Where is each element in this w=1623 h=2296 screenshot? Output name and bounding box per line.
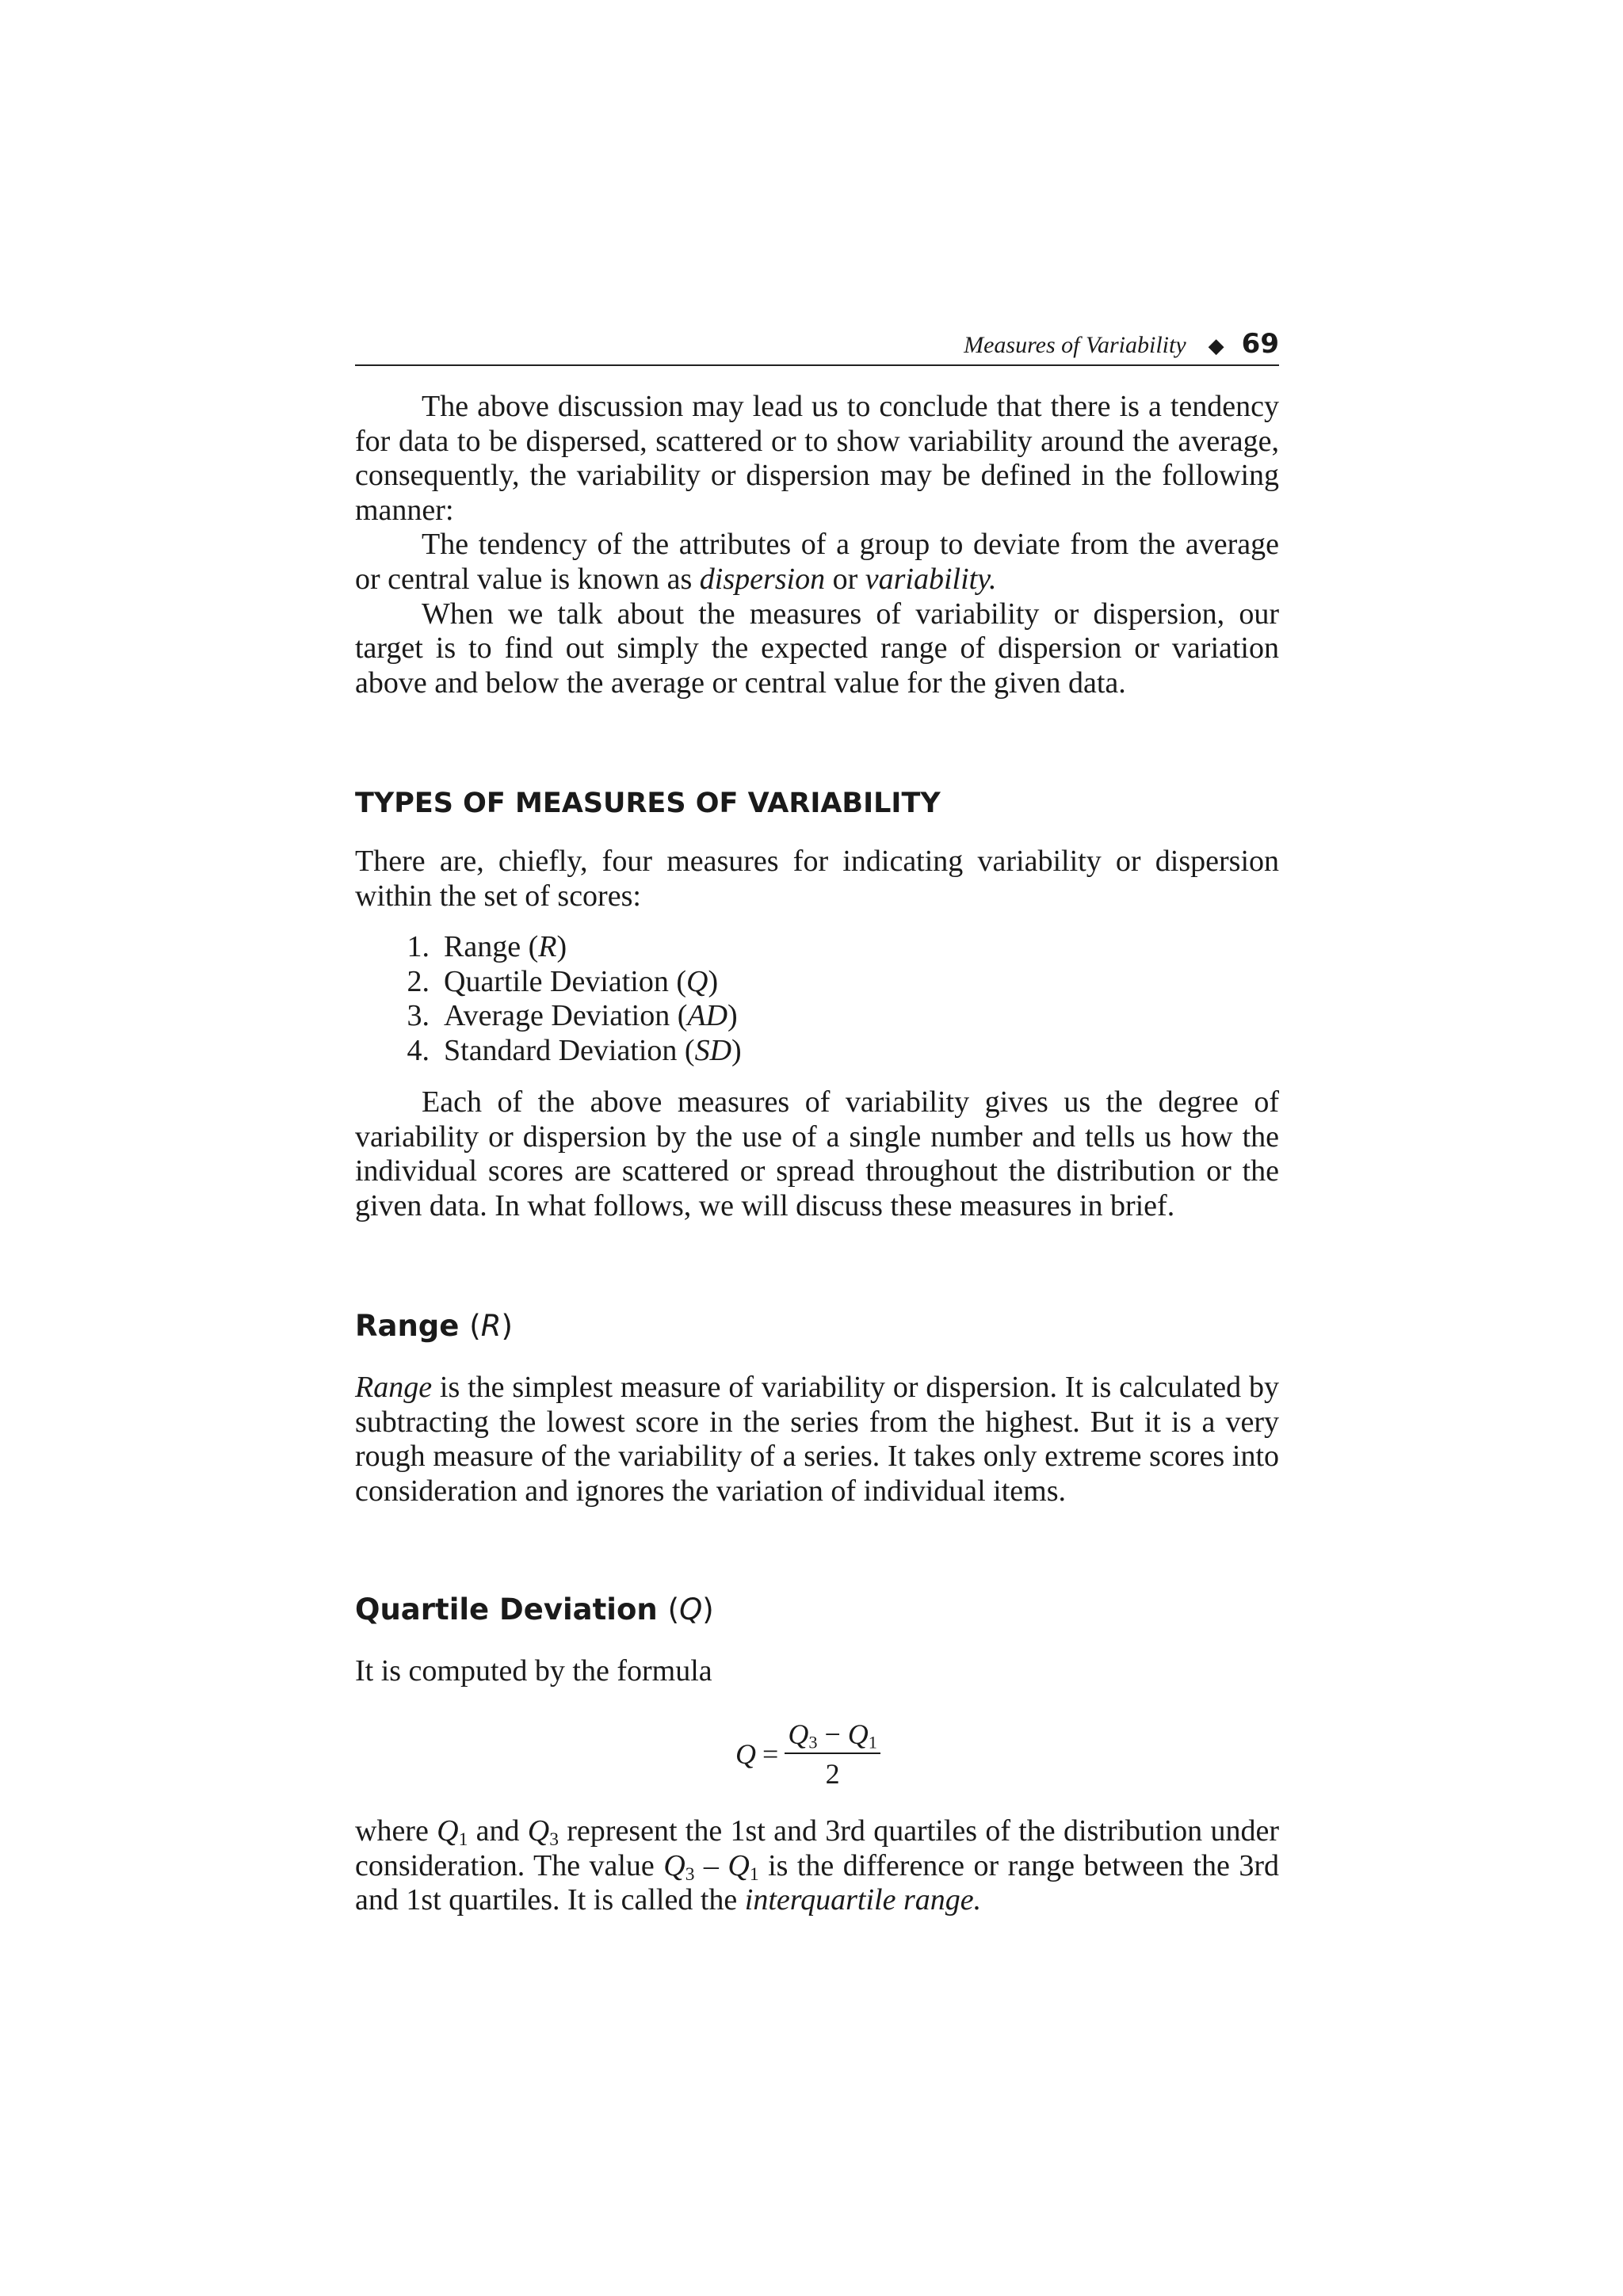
list-item: 4. Standard Deviation ( SD ) xyxy=(407,1033,742,1067)
running-header-content xyxy=(964,328,1279,360)
types-after-paragraph: Each of the above measures of variability gives us the degree of variability or dispersion by the use of a single number and tells us how the individual scores are scattered or spread throughout the distribution or the given data. In what follows, we will discuss these measures in brief. xyxy=(355,1085,1279,1222)
quartile-formula: Q = $\frac{Q_3 - Q_1}{2}$ xyxy=(735,1718,880,1791)
types-intro xyxy=(355,845,1279,913)
quartile-explanation xyxy=(355,1814,1279,1918)
list-item: 3. Average Deviation ( AD ) xyxy=(407,999,738,1033)
quartile-intro-paragraph: It is computed by the formula xyxy=(355,1654,712,1688)
list-item: 1. Range ( R ) xyxy=(407,930,567,963)
term-dispersion: dispersion xyxy=(699,562,826,596)
running-header xyxy=(355,326,1279,366)
section-heading-types: TYPES OF MEASURES OF VARIABILITY xyxy=(355,788,941,819)
running-title: Measures of Variability xyxy=(964,332,1186,358)
section-heading-quartile: Quartile Deviation (Q) xyxy=(355,1592,714,1627)
range-text xyxy=(355,1371,1279,1508)
list-item: 2. Quartile Deviation ( Q ) xyxy=(407,964,719,998)
section-heading-range: Range (R) xyxy=(355,1309,513,1343)
formula-fraction xyxy=(785,1718,880,1791)
quartile-explanation-paragraph: where $Q_1$ and $Q_3$ represent the 1st and 3rd quartiles of the distribution under consideration. The value $Q_3 - Q_1$ is the difference or range between the 3rd and 1st quartiles. It is called the interquartile range. xyxy=(355,1814,1279,1917)
types-after-text xyxy=(355,1085,1279,1223)
intro-paragraph-1: The above discussion may lead us to conclude that there is a tendency for data to be dispersed, scattered or to show variability around the average, consequently, the variability or dispersion may be defined in the following manner: xyxy=(355,390,1279,527)
formula-numerator: $Q_3 - Q_1$ xyxy=(785,1718,880,1754)
intro-text xyxy=(355,390,1279,700)
types-intro-paragraph: There are, chiefly, four measures for indicating variability or dispersion within the set of scores: xyxy=(355,845,1279,913)
quartile-intro xyxy=(355,1654,1279,1689)
term-range: Range xyxy=(355,1371,433,1404)
page-number: 69 xyxy=(1241,328,1279,360)
formula-denominator: 2 xyxy=(825,1758,840,1790)
diamond-icon: ◆ xyxy=(1208,334,1224,358)
term-interquartile-range: interquartile range. xyxy=(744,1883,982,1917)
intro-paragraph-3: When we talk about the measures of variability or dispersion, our target is to find out simply the expected range of dispersion or variation above and below the average or central value for the given data. xyxy=(355,597,1279,700)
term-variability: variability. xyxy=(865,562,997,596)
range-paragraph: Range is the simplest measure of variability or dispersion. It is calculated by subtracting the lowest score in the series from the highest. But it is a very rough measure of the variability of a series. It takes only extreme scores into consideration and ignores the variation of individual items. xyxy=(355,1371,1279,1508)
measures-list xyxy=(393,930,742,1068)
intro-paragraph-2: The tendency of the attributes of a group to deviate from the average or central value is known as dispersion or variability. xyxy=(355,528,1279,596)
